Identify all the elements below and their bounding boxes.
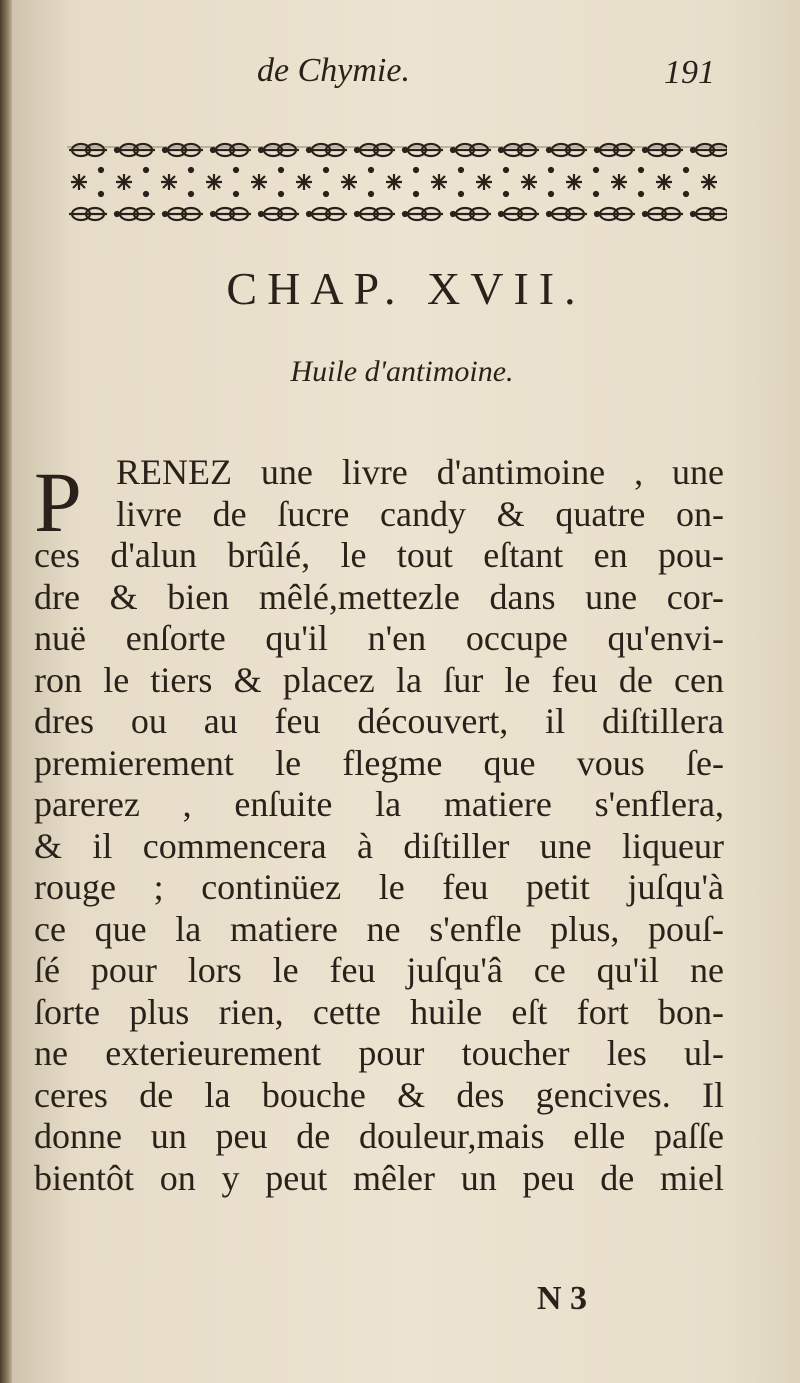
signature-mark: N 3 [537, 1280, 588, 1317]
text-line-8: premierement le flegme que vous ſe- [34, 742, 724, 783]
text-line-7: dres ou au feu découvert, il diſtillera [34, 701, 724, 741]
body-text [34, 452, 724, 1199]
typographic-ornament-band [67, 132, 727, 232]
text-line-3: ces d'alun brûlé, le tout eſtant en pou- [34, 535, 724, 575]
text-line-15: ne exterieurement pour toucher les ul- [34, 1033, 724, 1073]
text-line-5: nuë enſorte qu'il n'en occupe qu'envi- [34, 618, 724, 658]
text-line-9: parerez , enſuite la matiere s'enflera, [34, 784, 724, 824]
first-word: RENEZ [116, 452, 232, 492]
ornament-icon [67, 132, 727, 232]
book-page [12, 0, 800, 1383]
running-title: de Chymie. [257, 52, 410, 89]
text-line-17: donne un peu de douleur,mais elle paſſe [34, 1116, 724, 1156]
text-line-10: & il commencera à diſtiller une liqueur [34, 825, 724, 866]
text-line-1: RENEZ une livre d'antimoine , une [116, 452, 724, 492]
text-line-6: ron le tiers & placez la ſur le feu de cen [34, 659, 724, 700]
chapter-heading: CHAP. XVII. [226, 263, 586, 314]
text-line-14: ſorte plus rien, cette huile eſt fort bon- [34, 991, 724, 1032]
running-head [12, 52, 800, 102]
text-line-4: dre & bien mêlé,mettezle dans une cor- [34, 576, 724, 617]
text-line-12: ce que la matiere ne s'enfle plus, pouſ- [34, 908, 724, 949]
text-line-16: ceres de la bouche & des gencives. Il [34, 1074, 724, 1115]
text-line-11: rouge ; continüez le feu petit juſqu'à [34, 867, 724, 907]
text-line-13: ſé pour lors le feu juſqu'â ce qu'il ne [34, 950, 724, 990]
chapter-subtitle: Huile d'antimoine. [290, 355, 514, 388]
text-line-18: bientôt on y peut mêler un peu de miel [34, 1157, 724, 1198]
binding-gutter [0, 0, 12, 1383]
text-line-2: livre de ſucre candy & quatre on- [116, 493, 724, 534]
drop-cap: P [34, 454, 82, 550]
page-number: 191 [664, 54, 715, 91]
